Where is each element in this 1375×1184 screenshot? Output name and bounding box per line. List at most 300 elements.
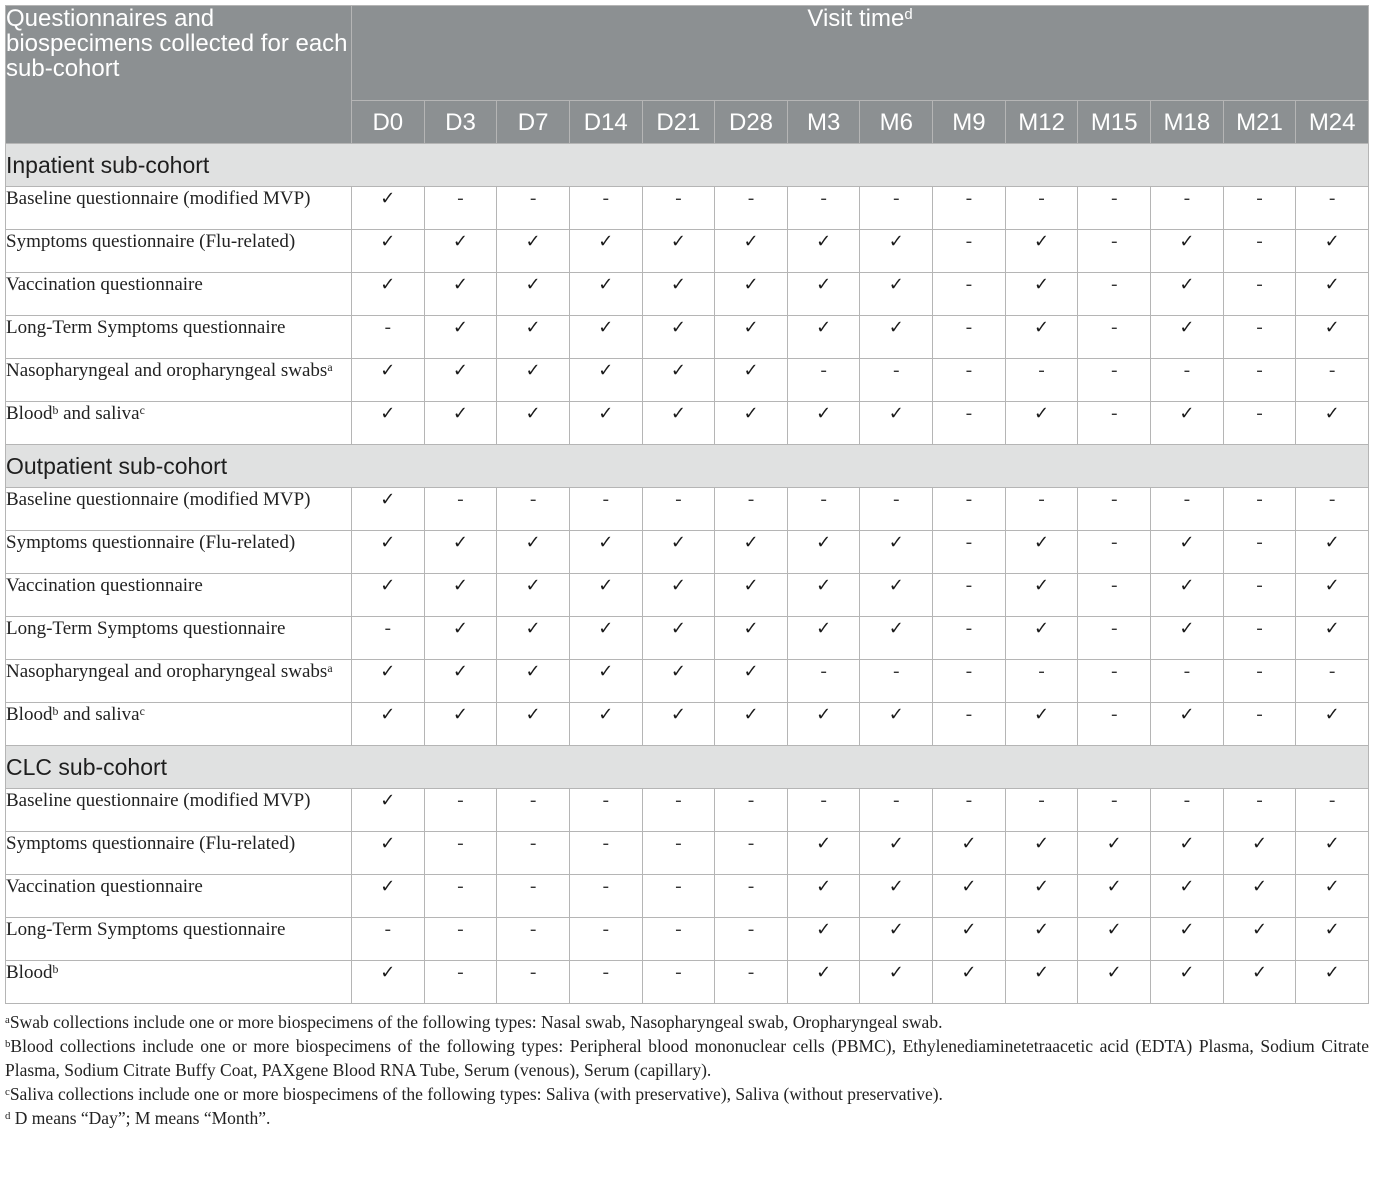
column-header-m21: M21 — [1223, 101, 1296, 144]
row-label-text: Blood — [6, 403, 53, 424]
dash-cell: - — [1151, 660, 1224, 703]
dash-cell: - — [1223, 273, 1296, 316]
check-mark-cell: ✓ — [933, 961, 1006, 1004]
check-mark-cell: ✓ — [1005, 832, 1078, 875]
check-mark-cell: ✓ — [1151, 703, 1224, 746]
dash-cell: - — [715, 789, 788, 832]
check-mark-cell: ✓ — [715, 703, 788, 746]
table-row — [6, 230, 1369, 273]
table-row — [6, 832, 1369, 875]
visit-time-label: Visit time — [807, 5, 905, 32]
section-header-row — [6, 144, 1369, 187]
dash-cell: - — [933, 789, 1006, 832]
check-mark-cell: ✓ — [424, 230, 497, 273]
dash-cell: - — [1078, 273, 1151, 316]
dash-cell: - — [1078, 316, 1151, 359]
row-label-text: Blood — [6, 704, 53, 725]
table-row — [6, 316, 1369, 359]
table-row — [6, 488, 1369, 531]
dash-cell: - — [1005, 488, 1078, 531]
dash-cell: - — [715, 875, 788, 918]
dash-cell: - — [1223, 187, 1296, 230]
dash-cell: - — [715, 832, 788, 875]
dash-cell: - — [1296, 789, 1369, 832]
footnote-marker: c — [139, 403, 145, 417]
check-mark-cell: ✓ — [787, 316, 860, 359]
row-label-text: Long-Term Symptoms questionnaire — [6, 618, 286, 639]
check-mark-cell: ✓ — [569, 316, 642, 359]
check-mark-cell: ✓ — [933, 832, 1006, 875]
dash-cell: - — [642, 187, 715, 230]
dash-cell: - — [860, 488, 933, 531]
dash-cell: - — [1223, 359, 1296, 402]
check-mark-cell: ✓ — [1005, 703, 1078, 746]
dash-cell: - — [642, 875, 715, 918]
column-header-d7: D7 — [497, 101, 570, 144]
check-mark-cell: ✓ — [642, 230, 715, 273]
dash-cell: - — [1296, 660, 1369, 703]
check-mark-cell: ✓ — [497, 531, 570, 574]
check-mark-cell: ✓ — [787, 574, 860, 617]
dash-cell: - — [1223, 617, 1296, 660]
row-label-text: Long-Term Symptoms questionnaire — [6, 317, 286, 338]
row-label — [6, 230, 352, 273]
dash-cell: - — [1078, 789, 1151, 832]
check-mark-cell: ✓ — [860, 230, 933, 273]
check-mark-cell: ✓ — [860, 703, 933, 746]
check-mark-cell: ✓ — [642, 531, 715, 574]
check-mark-cell: ✓ — [352, 402, 425, 445]
check-mark-cell: ✓ — [352, 273, 425, 316]
check-mark-cell: ✓ — [352, 574, 425, 617]
dash-cell: - — [933, 316, 1006, 359]
dash-cell: - — [642, 488, 715, 531]
check-mark-cell: ✓ — [352, 230, 425, 273]
dash-cell: - — [715, 961, 788, 1004]
check-mark-cell: ✓ — [860, 918, 933, 961]
row-label — [6, 316, 352, 359]
check-mark-cell: ✓ — [1151, 832, 1224, 875]
check-mark-cell: ✓ — [352, 488, 425, 531]
table-row — [6, 273, 1369, 316]
dash-cell: - — [1151, 359, 1224, 402]
check-mark-cell: ✓ — [424, 703, 497, 746]
dash-cell: - — [933, 187, 1006, 230]
dash-cell: - — [787, 359, 860, 402]
dash-cell: - — [1223, 574, 1296, 617]
dash-cell: - — [424, 832, 497, 875]
dash-cell: - — [424, 875, 497, 918]
check-mark-cell: ✓ — [787, 230, 860, 273]
check-mark-cell: ✓ — [497, 617, 570, 660]
section-title: Outpatient sub-cohort — [6, 445, 1369, 488]
check-mark-cell: ✓ — [1005, 273, 1078, 316]
column-header-d28: D28 — [715, 101, 788, 144]
column-header-m3: M3 — [787, 101, 860, 144]
check-mark-cell: ✓ — [787, 875, 860, 918]
dash-cell: - — [787, 488, 860, 531]
row-label-header: Questionnaires and biospecimens collected for each sub-cohort — [6, 6, 352, 144]
column-header-m9: M9 — [933, 101, 1006, 144]
dash-cell: - — [424, 918, 497, 961]
row-label-text: and saliva — [58, 403, 140, 424]
row-label — [6, 187, 352, 230]
footnote-marker: a — [327, 360, 333, 374]
dash-cell: - — [860, 789, 933, 832]
dash-cell: - — [569, 488, 642, 531]
table-row — [6, 703, 1369, 746]
table-row — [6, 918, 1369, 961]
row-label — [6, 660, 352, 703]
check-mark-cell: ✓ — [1296, 531, 1369, 574]
check-mark-cell: ✓ — [642, 617, 715, 660]
check-mark-cell: ✓ — [860, 402, 933, 445]
column-header-d0: D0 — [352, 101, 425, 144]
check-mark-cell: ✓ — [787, 617, 860, 660]
table-row — [6, 789, 1369, 832]
column-header-d21: D21 — [642, 101, 715, 144]
dash-cell: - — [933, 488, 1006, 531]
check-mark-cell: ✓ — [497, 359, 570, 402]
check-mark-cell: ✓ — [352, 660, 425, 703]
check-mark-cell: ✓ — [860, 273, 933, 316]
check-mark-cell: ✓ — [642, 703, 715, 746]
column-header-m18: M18 — [1151, 101, 1224, 144]
dash-cell: - — [787, 187, 860, 230]
column-header-m15: M15 — [1078, 101, 1151, 144]
footnote-marker: a — [327, 661, 333, 675]
row-label — [6, 617, 352, 660]
table-row — [6, 574, 1369, 617]
check-mark-cell: ✓ — [1296, 617, 1369, 660]
dash-cell: - — [933, 617, 1006, 660]
dash-cell: - — [1078, 187, 1151, 230]
dash-cell: - — [1223, 789, 1296, 832]
dash-cell: - — [1078, 531, 1151, 574]
dash-cell: - — [352, 918, 425, 961]
dash-cell: - — [1223, 703, 1296, 746]
row-label-text: Blood — [6, 962, 53, 983]
table-row — [6, 531, 1369, 574]
dash-cell: - — [424, 488, 497, 531]
check-mark-cell: ✓ — [569, 230, 642, 273]
check-mark-cell: ✓ — [715, 230, 788, 273]
check-mark-cell: ✓ — [1151, 531, 1224, 574]
check-mark-cell: ✓ — [352, 531, 425, 574]
dash-cell: - — [569, 875, 642, 918]
check-mark-cell: ✓ — [1078, 918, 1151, 961]
check-mark-cell: ✓ — [715, 574, 788, 617]
dash-cell: - — [1151, 789, 1224, 832]
check-mark-cell: ✓ — [715, 402, 788, 445]
row-label — [6, 574, 352, 617]
dash-cell: - — [1296, 488, 1369, 531]
row-label — [6, 402, 352, 445]
check-mark-cell: ✓ — [1296, 918, 1369, 961]
check-mark-cell: ✓ — [860, 574, 933, 617]
check-mark-cell: ✓ — [1296, 273, 1369, 316]
footnote — [5, 1010, 1369, 1034]
check-mark-cell: ✓ — [424, 531, 497, 574]
check-mark-cell: ✓ — [352, 875, 425, 918]
section-header-row — [6, 445, 1369, 488]
row-label — [6, 488, 352, 531]
check-mark-cell: ✓ — [497, 316, 570, 359]
row-label — [6, 832, 352, 875]
footnote-text: Blood collections include one or more biospecimens of the following types: Peripheral blood mononuclear cells (PBMC), Ethylenediaminetetraacetic acid (EDTA) Plasma, Sodium Citrate Plasma, Sodium Citrate Buffy Coat, PAXgene Blood RNA Tube, Serum (venous), Serum (capillary). — [5, 1036, 1369, 1080]
table-row — [6, 660, 1369, 703]
check-mark-cell: ✓ — [1296, 316, 1369, 359]
check-mark-cell: ✓ — [352, 187, 425, 230]
footnote-marker: c — [139, 704, 145, 718]
check-mark-cell: ✓ — [497, 230, 570, 273]
check-mark-cell: ✓ — [1005, 402, 1078, 445]
check-mark-cell: ✓ — [497, 703, 570, 746]
check-mark-cell: ✓ — [1296, 703, 1369, 746]
check-mark-cell: ✓ — [715, 359, 788, 402]
section-title: CLC sub-cohort — [6, 746, 1369, 789]
check-mark-cell: ✓ — [352, 961, 425, 1004]
check-mark-cell: ✓ — [1005, 961, 1078, 1004]
dash-cell: - — [933, 660, 1006, 703]
row-label — [6, 359, 352, 402]
footnote-marker: c — [5, 1086, 10, 1099]
row-label-text: Nasopharyngeal and oropharyngeal swabs — [6, 661, 328, 682]
check-mark-cell: ✓ — [424, 402, 497, 445]
row-label-text: Vaccination questionnaire — [6, 876, 203, 897]
dash-cell: - — [1223, 402, 1296, 445]
check-mark-cell: ✓ — [1296, 402, 1369, 445]
check-mark-cell: ✓ — [352, 789, 425, 832]
check-mark-cell: ✓ — [787, 273, 860, 316]
table-figure — [5, 5, 1369, 1130]
check-mark-cell: ✓ — [1151, 617, 1224, 660]
dash-cell: - — [1223, 488, 1296, 531]
footnote-text: D means “Day”; M means “Month”. — [10, 1108, 271, 1128]
dash-cell: - — [497, 187, 570, 230]
check-mark-cell: ✓ — [642, 359, 715, 402]
footnote-marker: b — [5, 1038, 11, 1051]
dash-cell: - — [424, 961, 497, 1004]
dash-cell: - — [497, 961, 570, 1004]
check-mark-cell: ✓ — [1223, 875, 1296, 918]
dash-cell: - — [860, 187, 933, 230]
check-mark-cell: ✓ — [787, 402, 860, 445]
dash-cell: - — [787, 789, 860, 832]
check-mark-cell: ✓ — [569, 660, 642, 703]
table-body — [6, 144, 1369, 1004]
check-mark-cell: ✓ — [642, 660, 715, 703]
table-header — [6, 6, 1369, 144]
dash-cell: - — [1296, 187, 1369, 230]
check-mark-cell: ✓ — [1151, 316, 1224, 359]
check-mark-cell: ✓ — [860, 531, 933, 574]
visit-time-header — [352, 6, 1369, 101]
check-mark-cell: ✓ — [860, 961, 933, 1004]
check-mark-cell: ✓ — [1151, 273, 1224, 316]
check-mark-cell: ✓ — [787, 531, 860, 574]
footnote-marker: b — [52, 962, 59, 976]
check-mark-cell: ✓ — [1005, 316, 1078, 359]
row-label-text: and saliva — [58, 704, 140, 725]
check-mark-cell: ✓ — [642, 316, 715, 359]
footnote-marker: b — [52, 704, 59, 718]
dash-cell: - — [933, 574, 1006, 617]
check-mark-cell: ✓ — [569, 402, 642, 445]
footnote — [5, 1082, 1369, 1106]
check-mark-cell: ✓ — [1296, 230, 1369, 273]
dash-cell: - — [860, 660, 933, 703]
row-label — [6, 961, 352, 1004]
dash-cell: - — [497, 832, 570, 875]
check-mark-cell: ✓ — [787, 703, 860, 746]
row-label — [6, 531, 352, 574]
row-label-text: Baseline questionnaire (modified MVP) — [6, 489, 311, 510]
row-label — [6, 875, 352, 918]
row-label-text: Baseline questionnaire (modified MVP) — [6, 188, 311, 209]
dash-cell: - — [715, 488, 788, 531]
dash-cell: - — [1223, 660, 1296, 703]
check-mark-cell: ✓ — [1151, 574, 1224, 617]
check-mark-cell: ✓ — [424, 273, 497, 316]
row-label — [6, 918, 352, 961]
check-mark-cell: ✓ — [352, 359, 425, 402]
dash-cell: - — [352, 617, 425, 660]
dash-cell: - — [1078, 703, 1151, 746]
check-mark-cell: ✓ — [860, 617, 933, 660]
row-label-text: Vaccination questionnaire — [6, 575, 203, 596]
dash-cell: - — [1078, 488, 1151, 531]
check-mark-cell: ✓ — [569, 574, 642, 617]
dash-cell: - — [642, 918, 715, 961]
dash-cell: - — [1005, 789, 1078, 832]
check-mark-cell: ✓ — [1151, 230, 1224, 273]
dash-cell: - — [1151, 488, 1224, 531]
check-mark-cell: ✓ — [715, 316, 788, 359]
check-mark-cell: ✓ — [352, 832, 425, 875]
check-mark-cell: ✓ — [1151, 402, 1224, 445]
check-mark-cell: ✓ — [1005, 230, 1078, 273]
dash-cell: - — [642, 832, 715, 875]
row-label — [6, 789, 352, 832]
check-mark-cell: ✓ — [1151, 961, 1224, 1004]
footnote-marker: d — [5, 1110, 11, 1123]
check-mark-cell: ✓ — [642, 273, 715, 316]
check-mark-cell: ✓ — [933, 918, 1006, 961]
dash-cell: - — [1078, 359, 1151, 402]
footnote-text: Swab collections include one or more biospecimens of the following types: Nasal swab, Nasopharyngeal swab, Oropharyngeal swab. — [9, 1012, 943, 1032]
check-mark-cell: ✓ — [1151, 875, 1224, 918]
dash-cell: - — [1005, 359, 1078, 402]
check-mark-cell: ✓ — [642, 574, 715, 617]
check-mark-cell: ✓ — [1223, 832, 1296, 875]
dash-cell: - — [569, 789, 642, 832]
row-label-text: Nasopharyngeal and oropharyngeal swabs — [6, 360, 328, 381]
check-mark-cell: ✓ — [1223, 918, 1296, 961]
column-header-m6: M6 — [860, 101, 933, 144]
check-mark-cell: ✓ — [787, 918, 860, 961]
check-mark-cell: ✓ — [1005, 617, 1078, 660]
check-mark-cell: ✓ — [1005, 574, 1078, 617]
check-mark-cell: ✓ — [1078, 832, 1151, 875]
row-label — [6, 273, 352, 316]
check-mark-cell: ✓ — [569, 617, 642, 660]
dash-cell: - — [860, 359, 933, 402]
check-mark-cell: ✓ — [1296, 961, 1369, 1004]
column-header-m12: M12 — [1005, 101, 1078, 144]
check-mark-cell: ✓ — [569, 273, 642, 316]
dash-cell: - — [424, 789, 497, 832]
dash-cell: - — [933, 531, 1006, 574]
dash-cell: - — [1078, 230, 1151, 273]
dash-cell: - — [1223, 316, 1296, 359]
dash-cell: - — [497, 875, 570, 918]
check-mark-cell: ✓ — [1005, 531, 1078, 574]
check-mark-cell: ✓ — [1151, 918, 1224, 961]
dash-cell: - — [1296, 359, 1369, 402]
dash-cell: - — [424, 187, 497, 230]
table-row — [6, 875, 1369, 918]
dash-cell: - — [715, 918, 788, 961]
dash-cell: - — [933, 230, 1006, 273]
dash-cell: - — [569, 918, 642, 961]
dash-cell: - — [933, 273, 1006, 316]
check-mark-cell: ✓ — [569, 359, 642, 402]
check-mark-cell: ✓ — [1005, 918, 1078, 961]
check-mark-cell: ✓ — [497, 660, 570, 703]
dash-cell: - — [933, 402, 1006, 445]
row-label — [6, 703, 352, 746]
dash-cell: - — [715, 187, 788, 230]
footnote-marker: b — [52, 403, 59, 417]
section-header-row — [6, 746, 1369, 789]
dash-cell: - — [1005, 187, 1078, 230]
check-mark-cell: ✓ — [424, 359, 497, 402]
check-mark-cell: ✓ — [424, 660, 497, 703]
check-mark-cell: ✓ — [860, 832, 933, 875]
dash-cell: - — [1078, 617, 1151, 660]
dash-cell: - — [1078, 660, 1151, 703]
collection-schedule-table — [5, 5, 1369, 1004]
check-mark-cell: ✓ — [933, 875, 1006, 918]
check-mark-cell: ✓ — [1296, 832, 1369, 875]
check-mark-cell: ✓ — [497, 402, 570, 445]
check-mark-cell: ✓ — [497, 273, 570, 316]
check-mark-cell: ✓ — [424, 574, 497, 617]
check-mark-cell: ✓ — [569, 531, 642, 574]
dash-cell: - — [933, 703, 1006, 746]
row-label-text: Long-Term Symptoms questionnaire — [6, 919, 286, 940]
dash-cell: - — [569, 832, 642, 875]
footnote-text: Saliva collections include one or more biospecimens of the following types: Saliva (with preservative), Saliva (without preservative). — [9, 1084, 943, 1104]
dash-cell: - — [933, 359, 1006, 402]
dash-cell: - — [1151, 187, 1224, 230]
header-row — [6, 6, 1369, 101]
dash-cell: - — [1223, 230, 1296, 273]
check-mark-cell: ✓ — [715, 660, 788, 703]
check-mark-cell: ✓ — [1078, 875, 1151, 918]
dash-cell: - — [497, 488, 570, 531]
column-header-m24: M24 — [1296, 101, 1369, 144]
dash-cell: - — [497, 918, 570, 961]
footnote — [5, 1106, 1369, 1130]
check-mark-cell: ✓ — [1296, 574, 1369, 617]
check-mark-cell: ✓ — [424, 316, 497, 359]
dash-cell: - — [569, 187, 642, 230]
column-header-d14: D14 — [569, 101, 642, 144]
dash-cell: - — [642, 961, 715, 1004]
dash-cell: - — [1078, 402, 1151, 445]
